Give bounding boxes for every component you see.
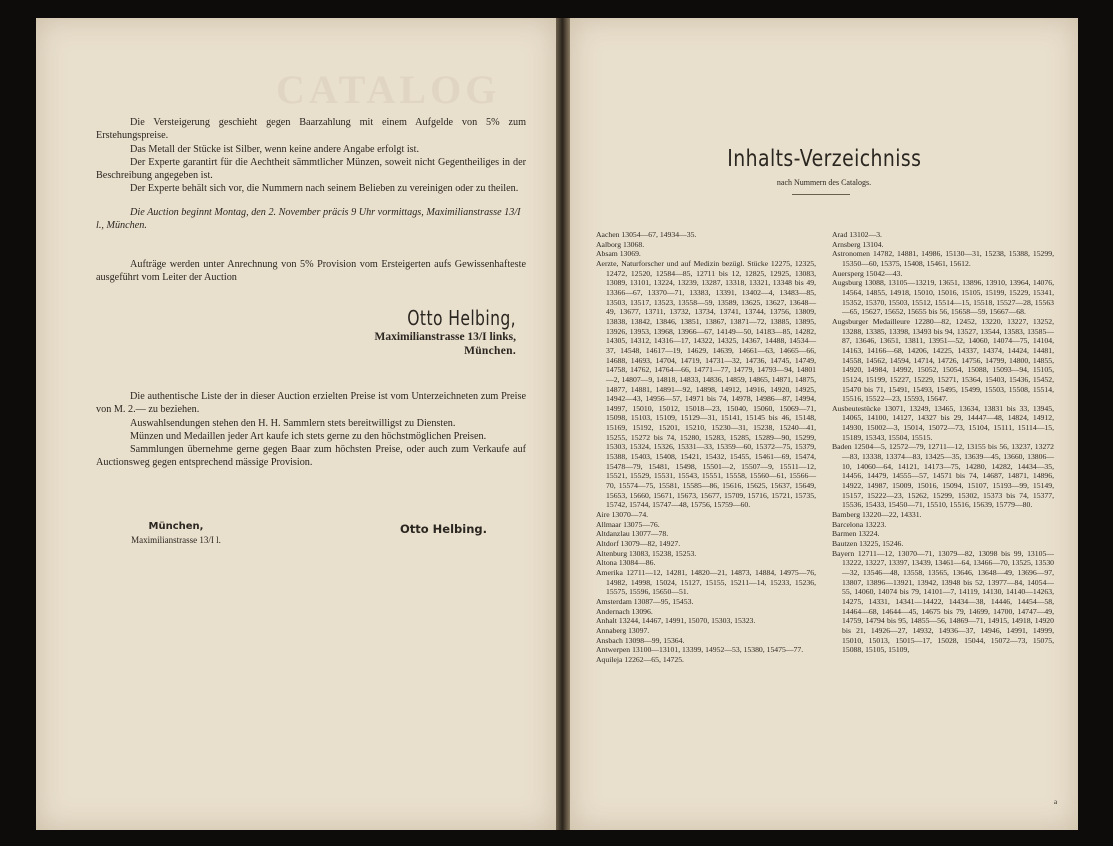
index-entry: Anhalt 13244, 14467, 14991, 15070, 15303, 15323. [596,616,756,626]
index-entry: Astronomen 14782, 14881, 14986, 15130—31, 15238, 15388, 15299, 15350—60, 15375, 15408, 15461, 15612. [832,249,1054,268]
notes-paragraph: Münzen und Medaillen jeder Art kaufe ich stets gerne zu den höchstmöglichen Preisen. [130,430,487,442]
index-entry: Bautzen 13225, 15246. [832,539,904,548]
bleed-through-text: CATALOG [276,67,501,112]
index-entry: Ausbeutestücke 13071, 13249, 13465, 13634, 13831 bis 33, 13945, 14065, 14100, 14127, 14327 bis 29, 14447—48, 14824, 14912, 14930, 15002—3, 15014, 15072—73, 15104, 15111, 15114—15, 15189, 15343, 15504, 15515. [832,403,1054,442]
terms-section [96,116,526,196]
footer-address: Maximilianstrasse 13/I l. [131,535,221,545]
index-column-right [832,230,1054,655]
right-page [570,18,1078,830]
index-entry: Auersperg 15042—43. [832,268,903,278]
left-page [36,18,556,830]
commission-paragraph: Aufträge werden unter Anrechnung von 5% Provision vom Ersteigerten aufs Gewissenhafteste ausgeführt vom Leiter der Auction [96,259,526,284]
book-spine [556,18,570,830]
index-entry: Bamberg 13220—22, 14331. [832,510,922,520]
index-entry: Augsburg 13088, 13105—13219, 13651, 13896, 13910, 13964, 14076, 14564, 14855, 14918, 15010, 15016, 15105, 15199, 15229, 15341, 15352, 15370, 15503, 15512, 15514—15, 15518, 15527—28, 15563—65, 15627, 15652, 15655 bis 56, 15658—59, 15667—68. [832,278,1054,317]
index-entry: Annaberg 13097. [596,625,650,635]
notes-paragraph: Sammlungen übernehme gerne gegen Baar zum höchsten Preise, oder auch zum Verkaufe auf Auctionsweg gegen entsprechend mässige Provision. [96,444,526,469]
index-entry: Aire 13070—74. [596,510,649,520]
index-entry: Aquileja 12262—65, 14725. [596,654,684,664]
terms-paragraph: Der Experte behält sich vor, die Nummern nach seinem Belieben zu vereinigen oder zu theilen. [130,183,519,195]
index-entry: Aalborg 13068. [596,239,645,249]
index-entry: Arad 13102—3. [832,230,882,239]
index-entry: Ansbach 13098—99, 15364. [596,635,685,645]
footer-signature: Otto Helbing. [400,522,488,536]
index-entry: Augsburger Medailleure 12280—82, 12452, 13220, 13227, 13252, 13288, 13385, 13398, 13493 bis 94, 13527, 13544, 13583, 13585—87, 13646, 13651, 13811, 13951—52, 14060, 14074—75, 14104, 14163, 14166—68, 14206, 14225, 14337, 14374, 14424, 14481, 14558, 14562, 14594, 14714, 14726, 14756, 14799, 14800, 14855, 14920, 14984, 14992, 15052, 15054, 15088, 15093—94, 15105, 15124, 15199, 15227, 15229, 15271, 15364, 15403, 15436, 15452, 15470 bis 71, 15491, 15493, 15495, 15499, 15503, 15508, 15514, 15516, 15522—23, 15593, 15647. [832,316,1054,404]
signature-mark: a [1054,798,1058,806]
expert-block [216,306,516,358]
index-entry: Altona 13084—86. [596,558,656,568]
notes-paragraph: Die authentische Liste der in dieser Auction erzielten Preise ist vom Unterzeichneten zum Preise von M. 2.— zu beziehen. [96,391,526,416]
footer-address-block [116,520,236,546]
index-entry: Absam 13069. [596,249,641,259]
index-entry: Altdanzlau 13077—78. [596,529,669,539]
title-divider [792,194,850,195]
index-entry: Barmen 13224. [832,529,880,539]
index-entry: Amerika 12711—12, 14281, 14820—21, 14873, 14884, 14975—76, 14982, 14998, 15024, 15127, 15155, 15211—14, 15233, 15236, 15575, 15596, 15650—51. [596,567,816,597]
terms-paragraph: Das Metall der Stücke ist Silber, wenn keine andere Angabe erfolgt ist. [130,143,420,155]
index-entry: Arnsberg 13104. [832,239,884,249]
index-entry: Andernach 13096. [596,606,653,616]
notes-section [96,390,526,470]
index-entry: Aachen 13054—67, 14934—35. [596,230,697,239]
expert-address: Maximilianstrasse 13/I links, [374,331,516,343]
index-entry: Barcelona 13223. [832,519,887,529]
footer-city: München, [148,521,204,532]
expert-city: München. [464,345,516,357]
notes-paragraph: Auswahlsendungen stehen den H. H. Sammlern stets bereitwilligst zu Diensten. [130,417,456,429]
index-entry: Altenburg 13083, 15238, 15253. [596,548,697,558]
terms-paragraph: Der Experte garantirt für die Aechtheit sämmtlicher Münzen, soweit nicht Gegentheiliges in der Beschreibung angegeben ist. [96,156,526,182]
index-entry: Antwerpen 13100—13101, 13399, 14952—53, 15380, 15475—77. [596,645,804,655]
terms-paragraph: Die Versteigerung geschieht gegen Baarzahlung mit einem Aufgelde von 5% zum Erstehungspreise. [96,117,526,142]
index-entry: Amsterdam 13087—95, 15453. [596,596,694,606]
auction-date-note: Die Auction beginnt Montag, den 2. November präcis 9 Uhr vormittags, Maximilianstrasse 13/I l., München. [96,207,521,232]
index-column-left [596,230,816,665]
index-entry: Bayern 12711—12, 13070—71, 13079—82, 13098 bis 99, 13105—13222, 13227, 13397, 13439, 13461—64, 13466—70, 13525, 13530—32, 13546—48, 13558, 13565, 13646, 13648—49, 13696—97, 13807, 13896—13921, 13942, 13948 bis 52, 13977—84, 14054—55, 14060, 14074 bis 79, 14101—7, 14119, 14130, 14140—14263, 14275, 14331, 14341—14422, 14434—38, 14446, 14454—58, 14464—68, 14644—45, 14675 bis 79, 14699, 14700, 14747—49, 14759, 14794 bis 95, 14855—56, 14869—71, 14915, 14918, 14920 bis 21, 14926—27, 14932, 14936—37, 14946, 14991, 14999, 15010, 15013, 15015—17, 15028, 15044, 15072—73, 15075, 15088, 15105, 15109, [832,548,1054,655]
index-entry: Aerzte, Naturforscher und auf Medizin bezügl. Stücke 12275, 12325, 12472, 12520, 12584—85, 12711 bis 12, 12825, 12925, 13083, 13089, 13101, 13224, 13239, 13287, 13318, 13321, 13348 bis 49, 13366—67, 13370—71, 13383, 13391, 13402—4, 13483—85, 13503, 13517, 13523, 13558—59, 13589, 13625, 13627, 13648—49, 13677, 13711, 13732, 13734, 13741, 13744, 13756, 13809, 13838, 13842, 13846, 13851, 13867, 13871—72, 13885, 13895, 13926, 13953, 13968, 13966—67, 14149—50, 14183—85, 14282, 14305, 14312, 14316—17, 14322, 14325, 14367, 14488, 14534—37, 14548, 14617—19, 14629, 14639, 14661—63, 14665—66, 14688, 14693, 14704, 14719, 14731—32, 14736, 14745, 14749, 14758, 14762, 14764—66, 14771—77, 14779, 14793—94, 14801—2, 14807—9, 14818, 14833, 14836, 14859, 14865, 14871, 14875, 14877, 14881, 14891—92, 14898, 14912, 14916, 14920, 14925, 14942—43, 14956—57, 14971 bis 74, 14978, 14986—87, 14994, 14997, 15010, 15012, 15018—23, 15040, 15060, 15069—71, 15098, 15103, 15109, 15129—31, 15141, 15145 bis 46, 15148, 15169, 15192, 15201, 15210, 15230—31, 15238, 15240—41, 15255, 15272 bis 74, 15280, 15283, 15285, 15289—90, 15299, 15303, 15324, 15326, 15331—33, 15359—60, 15372—75, 15379, 15388, 15403, 15408, 15421, 15432, 15455, 15461—69, 15474, 15478—79, 15481, 15498, 15501—2, 15507—9, 15511—12, 15521, 15529, 15531, 15543, 15551, 15558, 15560—61, 15566—70, 15574—75, 15581, 15585—86, 15616, 15625, 15637, 15649, 15653, 15660, 15671, 15673, 15677, 15709, 15716, 15721, 15735, 15742, 15744, 15747—48, 15756, 15759—60. [596,258,816,510]
index-subtitle: nach Nummern des Catalogs. [776,178,872,187]
index-title [570,146,1078,172]
index-entry: Allmaar 13075—76. [596,519,660,529]
expert-name: Otto Helbing, [407,306,516,330]
index-title-text: Inhalts-Verzeichniss [726,146,922,172]
index-entry: Baden 12504—5, 12572—79, 12711—12, 13155 bis 56, 13237, 13272—83, 13338, 13374—83, 13425—35, 13639—45, 13660, 13806—10, 14060—64, 14121, 14173—75, 14280, 14282, 14434—35, 14456, 14479, 14555—57, 14571 bis 74, 14687, 14871, 14896, 14922, 14987, 15009, 15016, 15094, 15107, 15193—99, 15149, 15157, 15222—23, 15262, 15299, 15302, 15373 bis 74, 15377, 15536, 15433, 15450—71, 15510, 15516, 15639, 15779—80. [832,442,1054,510]
commission-section [96,258,526,285]
index-entry: Altdorf 13079—82, 14927. [596,539,681,548]
